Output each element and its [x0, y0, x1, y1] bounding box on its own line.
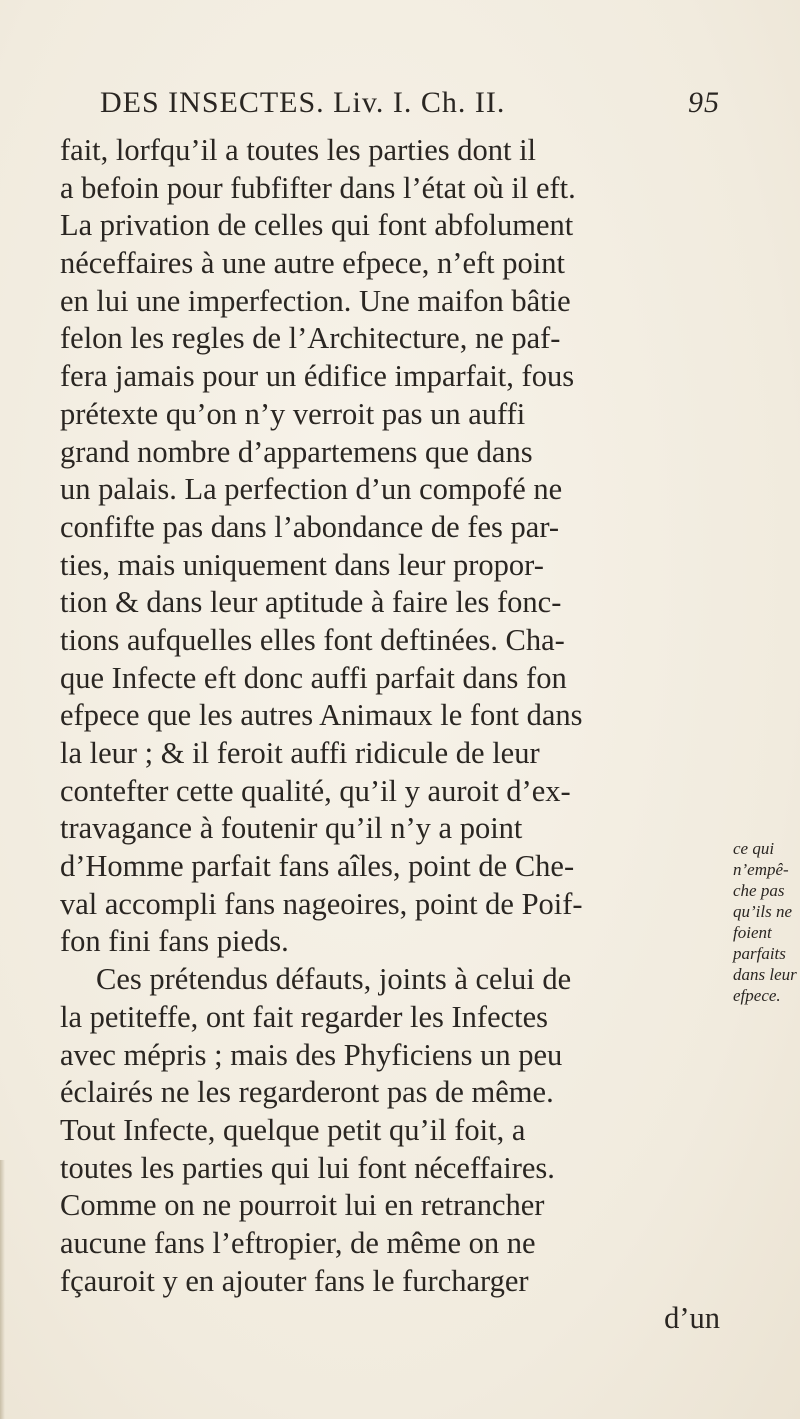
- text-line: avec mépris ; mais des Phyficiens un peu: [60, 1037, 563, 1072]
- margin-note-line: dans leur: [733, 965, 797, 984]
- margin-note-line: foient: [733, 923, 772, 942]
- text-line: que Infecte eft donc auffi parfait dans fon: [60, 660, 567, 695]
- text-line: grand nombre d’appartemens que dans: [60, 434, 533, 469]
- text-line: a befoin pour fubfifter dans l’état où il eft.: [60, 170, 576, 205]
- text-line: fçauroit y en ajouter fans le furcharger: [60, 1263, 529, 1298]
- running-head-title: DES INSECTES. Liv. I. Ch. II.: [100, 86, 506, 119]
- text-line: La privation de celles qui font abfolument: [60, 208, 574, 243]
- text-line: contefter cette qualité, qu’il y auroit d’ex-: [60, 773, 571, 808]
- text-line: felon les regles de l’Architecture, ne paf-: [60, 321, 561, 356]
- text-line: un palais. La perfection d’un compofé ne: [60, 472, 563, 507]
- text-line: confifte pas dans l’abondance de fes par-: [60, 509, 560, 544]
- margin-note-line: qu’ils ne: [733, 902, 793, 921]
- running-head: [100, 86, 720, 126]
- text-line: toutes les parties qui lui font néceffaires.: [60, 1150, 555, 1185]
- text-line: travagance à foutenir qu’il n’y a point: [60, 811, 523, 846]
- marginal-note: [733, 838, 797, 1006]
- text-line: en lui une imperfection. Une maifon bâtie: [60, 283, 571, 318]
- text-line: fera jamais pour un édifice imparfait, fous: [60, 359, 575, 394]
- text-line: la petiteffe, ont fait regarder les Infectes: [60, 999, 549, 1034]
- text-line: Tout Infecte, quelque petit qu’il foit, a: [60, 1112, 526, 1147]
- page-number: 95: [688, 86, 720, 119]
- text-line: tion & dans leur aptitude à faire les fonc-: [60, 585, 562, 620]
- margin-note-line: parfaits: [733, 944, 786, 963]
- body-text: [60, 132, 720, 1338]
- margin-note-line: che pas: [733, 881, 785, 900]
- text-line: d’Homme parfait fans aîles, point de Che-: [60, 849, 575, 884]
- text-line: fon fini fans pieds.: [60, 924, 289, 959]
- text-line: Comme on ne pourroit lui en retrancher: [60, 1188, 545, 1223]
- margin-note-line: ce qui: [733, 839, 775, 858]
- text-line: tions aufquelles elles font deftinées. Cha-: [60, 622, 565, 657]
- text-line: ties, mais uniquement dans leur propor-: [60, 547, 544, 582]
- margin-note-line: efpece.: [733, 986, 781, 1005]
- paragraph-start-line: Ces prétendus défauts, joints à celui de: [96, 962, 572, 997]
- text-line: néceffaires à une autre efpece, n’eft point: [60, 246, 565, 281]
- text-line: fait, lorfqu’il a toutes les parties dont il: [60, 133, 537, 167]
- text-line: efpece que les autres Animaux le font dans: [60, 698, 583, 733]
- text-line: aucune fans l’eftropier, de même on ne: [60, 1225, 536, 1260]
- text-line: prétexte qu’on n’y verroit pas un auffi: [60, 396, 526, 431]
- margin-note-line: n’empê-: [733, 860, 789, 879]
- text-line: la leur ; & il feroit auffi ridicule de leur: [60, 736, 540, 770]
- catchword: d’un: [664, 1301, 720, 1336]
- text-line: éclairés ne les regarderont pas de même.: [60, 1075, 554, 1110]
- text-line: val accompli fans nageoires, point de Poif-: [60, 886, 583, 921]
- page-edge-shadow: [0, 1160, 5, 1419]
